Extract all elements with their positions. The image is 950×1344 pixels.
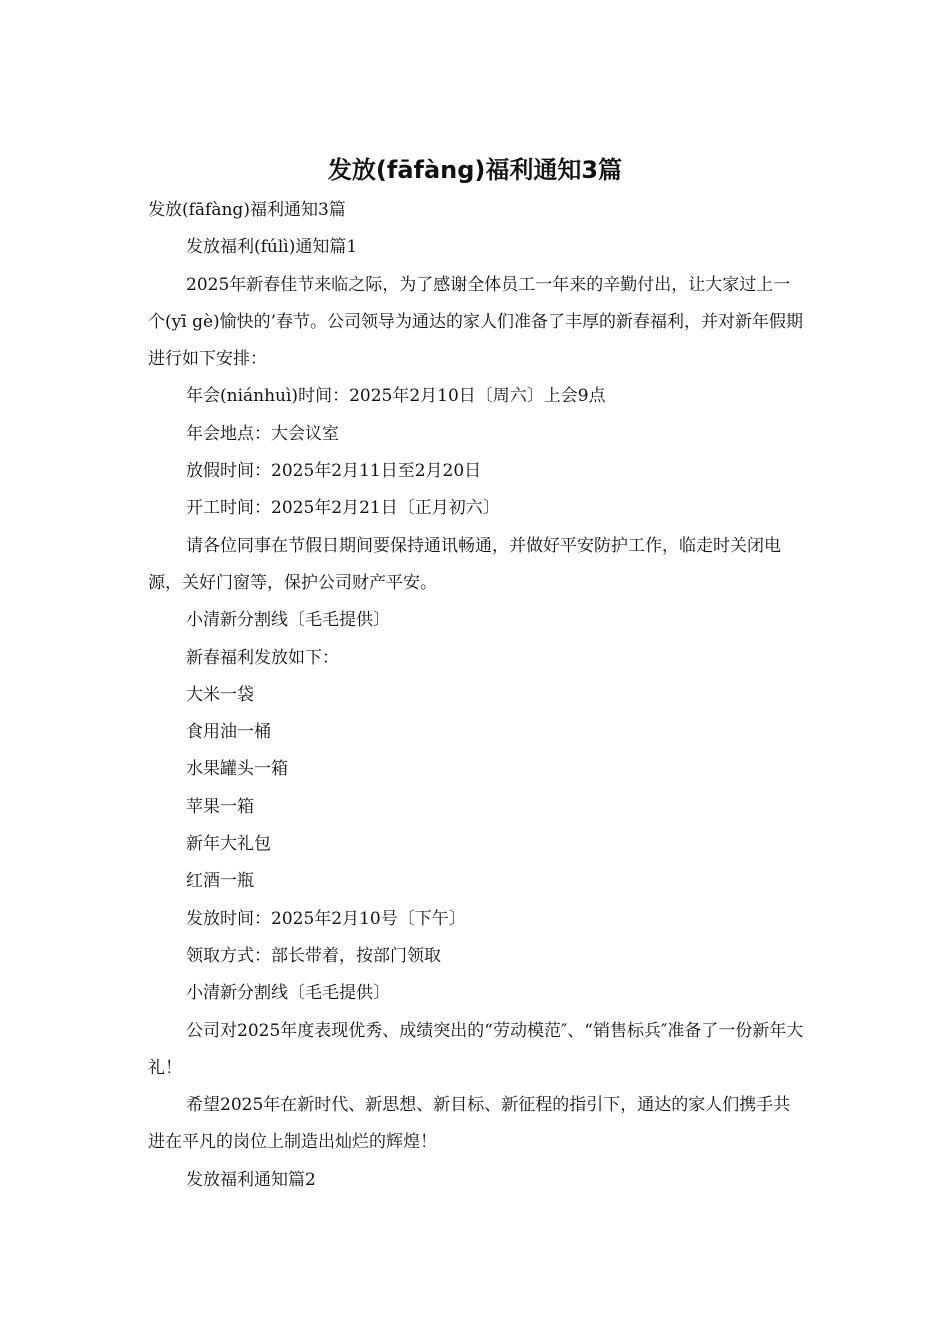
annual-meeting-location: 年会地点：大会议室 xyxy=(186,423,339,444)
intro-paragraph: 2025年新春佳节来临之际，为了感谢全体员工一年来的辛勤付出，让大家过上一个(yī gè)愉快的’春节。公司领导为通达的家人们准备了丰厚的新春福利，并对新年假期进行如下安排： xyxy=(148,274,804,370)
award-paragraph: 公司对2025年度表现优秀、成绩突出的“劳动模范″、“销售标兵″准备了一份新年大礼！ xyxy=(148,1020,804,1078)
distribution-time: 发放时间：2025年2月10号〔下午〕 xyxy=(186,908,466,929)
document-title: 发放(fāfàng)福利通知3篇 xyxy=(327,156,623,184)
benefit-item: 新年大礼包 xyxy=(186,834,271,855)
benefit-item: 苹果一箱 xyxy=(186,796,254,817)
document-body xyxy=(148,192,804,1199)
section-heading: 发放福利(fúlì)通知篇1 xyxy=(186,237,358,258)
divider-line-text: 小清新分割线〔毛毛提供〕 xyxy=(186,610,390,631)
divider-line-text: 小清新分割线〔毛毛提供〕 xyxy=(186,983,390,1004)
holiday-period: 放假时间：2025年2月11日至2月20日 xyxy=(186,461,482,482)
benefit-item: 红酒一瓶 xyxy=(186,871,254,892)
safety-reminder-paragraph: 请各位同事在节假日期间要保持通讯畅通，并做好平安防护工作，临走时关闭电源，关好门窗等，保护公司财产平安。 xyxy=(148,535,781,593)
benefit-item: 大米一袋 xyxy=(186,684,254,705)
collection-method: 领取方式：部长带着，按部门领取 xyxy=(186,945,441,966)
closing-paragraph: 希望2025年在新时代、新思想、新目标、新征程的指引下，通达的家人们携手共进在平凡的岗位上制造出灿烂的辉煌！ xyxy=(148,1095,791,1153)
work-start-date: 开工时间：2025年2月21日〔正月初六〕 xyxy=(186,498,500,519)
document-subtitle: 发放(fāfàng)福利通知3篇 xyxy=(148,200,346,220)
benefit-item: 水果罐头一箱 xyxy=(186,759,288,780)
section-heading: 发放福利通知篇2 xyxy=(186,1169,316,1190)
annual-meeting-time: 年会(niánhuì)时间：2025年2月10日〔周六〕上会9点 xyxy=(186,386,606,407)
benefit-item: 食用油一桶 xyxy=(186,722,271,743)
benefits-intro: 新春福利发放如下： xyxy=(186,647,339,668)
